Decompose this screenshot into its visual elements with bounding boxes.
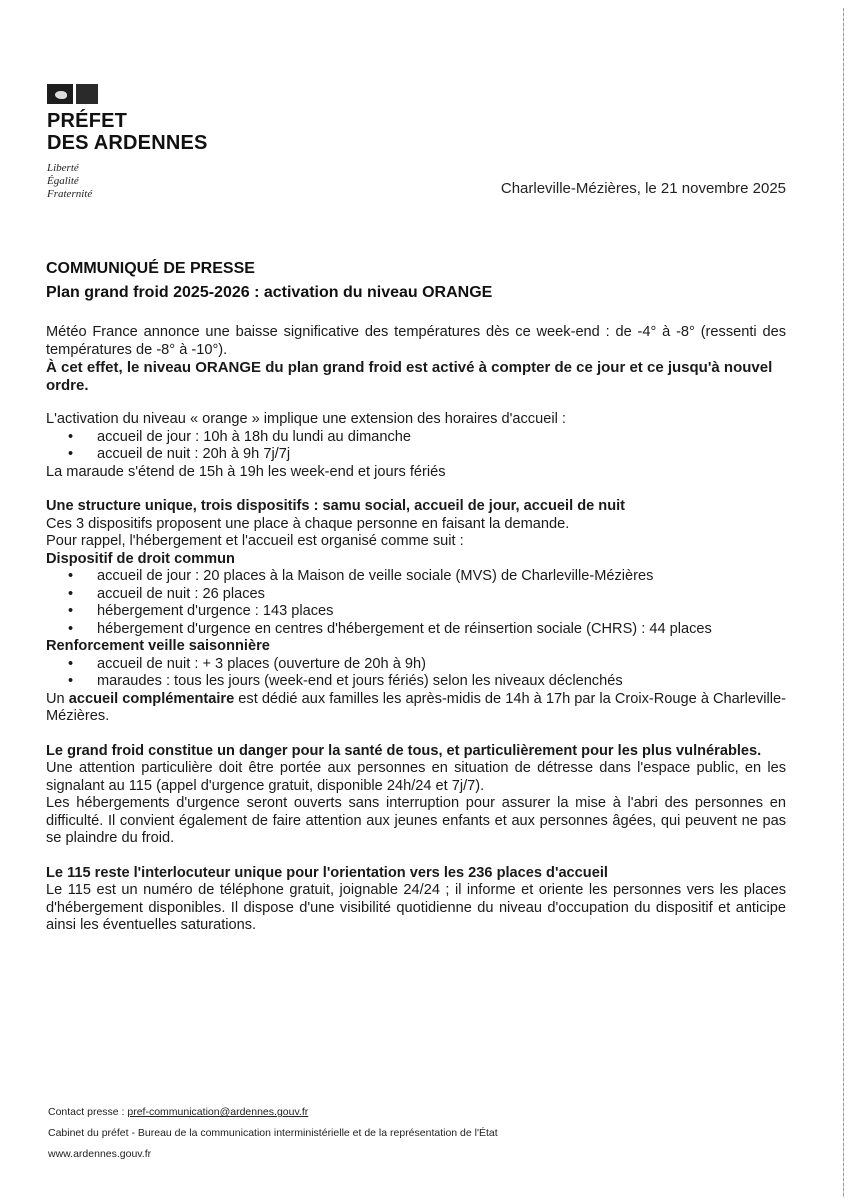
spacer [46,481,786,498]
press-contact-email-link[interactable]: pref-communication@ardennes.gouv.fr [127,1106,309,1118]
complement-bold: accueil complémentaire [68,690,235,707]
scan-edge-line [843,8,844,1198]
list-item: • maraudes : tous les jours (week-end et jours fériés) selon les niveaux déclenchés [68,673,786,691]
cabinet-line: Cabinet du préfet - Bureau de la communication interministérielle et de la représentation de l'État [48,1127,498,1139]
extended-hours-list [46,429,786,464]
maraude-hours: La maraude s'étend de 15h à 19h les week-end et jours fériés [46,463,446,480]
list-item: • hébergement d'urgence en centres d'hébergement et de réinsertion sociale (CHRS) : 44 places [68,621,786,639]
list-item: • accueil de jour : 20 places à la Maison de veille sociale (MVS) de Charleville-Mézières [68,568,786,586]
republic-motto [47,162,208,201]
motto-liberte: Liberté [47,162,79,174]
complementary-reception-paragraph [46,691,786,726]
press-release-body [46,257,786,935]
spacer [46,394,786,411]
website-link[interactable]: www.ardennes.gouv.fr [48,1148,152,1160]
marianne-profile-icon [47,84,73,104]
list-item: • accueil de nuit : + 3 places (ouverture de 20h à 9h) [68,656,786,674]
list-item: • accueil de nuit : 20h à 9h 7j/7j [68,446,786,464]
institution-line-2: DES ARDENNES [47,132,208,154]
structure-line-2: Pour rappel, l'hébergement et l'accueil est organisé comme suit : [46,533,464,549]
footer [48,1102,498,1165]
spacer [46,726,786,743]
intro-paragraph: Météo France annonce une baisse significative des températures dès ce week-end : de -4° à -8° (ressenti des températures de -8° à -10°). [46,324,786,358]
institution-line-1: PRÉFET [47,110,128,132]
structure-line-1: Ces 3 dispositifs proposent une place à chaque personne en faisant la demande. [46,515,570,532]
renforcement-heading: Renforcement veille saisonnière [46,638,270,654]
spacer [46,305,786,324]
institution-name [47,110,208,154]
droit-commun-list [46,568,786,638]
press-release-headline: Plan grand froid 2025-2026 : activation du niveau ORANGE [46,284,493,301]
place-and-date: Charleville-Mézières, le 21 novembre 2025 [500,180,786,197]
spacer [46,848,786,865]
document-type-heading: COMMUNIQUÉ DE PRESSE [46,260,255,277]
press-contact-label: Contact presse : [48,1106,128,1118]
press-contact-line [48,1102,498,1123]
prefecture-logo [47,84,208,201]
motto-fraternite: Fraternité [47,188,93,200]
renforcement-list [46,656,786,691]
hotline-paragraph: Le 115 est un numéro de téléphone gratuit, joignable 24/24 ; il informe et oriente les personnes vers les places d'hébergement disponibles. Il dispose d'une visibilité quotidienne du niveau d'occupation du dispositif et anticipe ainsi les éventuelles saturations. [46,882,786,933]
flag-block-icon [76,84,98,104]
droit-commun-heading: Dispositif de droit commun [46,550,235,567]
list-item: • accueil de nuit : 26 places [68,586,786,604]
activation-statement: À cet effet, le niveau ORANGE du plan grand froid est activé à compter de ce jour et ce jusqu'à nouvel ordre. [46,359,773,394]
structure-heading: Une structure unique, trois dispositifs : samu social, accueil de jour, accueil de nuit [46,498,626,514]
marianne-emblem-icon [47,84,208,104]
list-item: • accueil de jour : 10h à 18h du lundi au dimanche [68,429,786,447]
complement-prefix: Un [46,690,69,707]
complement-suffix: est dédié aux familles les après-midis de 14h à 17h par la Croix-Rouge à Charleville-Mézières. [46,690,786,724]
danger-paragraph-1: Une attention particulière doit être portée aux personnes en situation de détresse dans l'espace public, en les signalant au 115 (appel d'urgence gratuit, disponible 24h/24 et 7j/7). [46,760,786,794]
motto-egalite: Égalité [47,175,79,187]
danger-heading: Le grand froid constitue un danger pour la santé de tous, et particulièrement pour les plus vulnérables. [46,742,762,759]
activation-lead: L'activation du niveau « orange » implique une extension des horaires d'accueil : [46,411,566,427]
list-item: • hébergement d'urgence : 143 places [68,603,786,621]
hotline-heading: Le 115 reste l'interlocuteur unique pour l'orientation vers les 236 places d'accueil [46,864,608,881]
danger-paragraph-2: Les hébergements d'urgence seront ouverts sans interruption pour assurer la mise à l'abri des personnes en difficulté. Il convient également de faire attention aux jeunes enfants et aux personnes âgées, qui peuvent ne pas se plaindre du froid. [46,795,786,846]
